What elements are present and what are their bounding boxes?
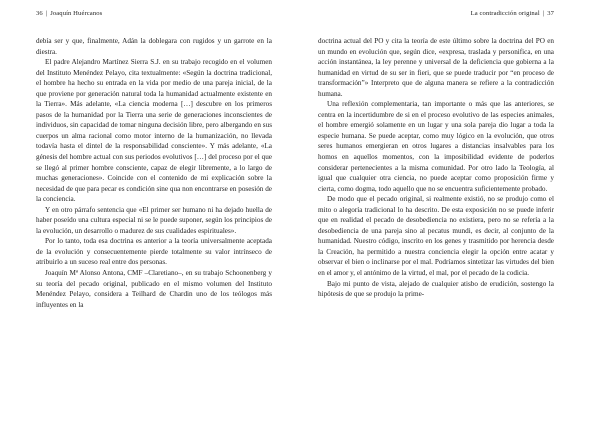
page-number: 37 bbox=[547, 10, 554, 17]
paragraph: Y en otro párrafo sentencia que «El primer ser humano ni ha dejado huella de haber poseído una cultura especial ni se le puede suponer, según los principios de la evolución, un desarrollo o madurez de sus cualidades espirituales». bbox=[36, 205, 272, 235]
paragraph: El padre Alejandro Martínez Sierra S.J. en su trabajo recogido en el volumen del Instituto Menéndez Pelayo, cita textualmente: «Según la doctrina tradicional, el hombre ha hecho su entrada en la vida por medio de una pareja inicial, de la que proviene por generación natural toda la humanidad actualmente existente en la Tierra». Más adelante, «La ciencia moderna […] descubre en los primeros pasos de la humanidad por la Tierra una serie de generaciones inconscientes de individuos, sin capacidad de tomar ninguna decisión libre, pero albergando en sus cuerpos un alma racional como motor interno de la humanización, no llevada todavía hasta el dintel de la responsabilidad consciente». Y más adelante, «La génesis del hombre actual con sus periodos evolutivos […] del proceso por el que se llegó al primer hombre consciente, capaz de elegir libremente, a lo largo de muchas generaciones». Coincide con el contenido de mi explicación sobre la necesidad de que para pecar es condición sine qua non encontrarse en posesión de la conciencia. bbox=[36, 58, 272, 204]
header-separator: | bbox=[45, 10, 48, 17]
paragraph: Una reflexión complementaria, tan importante o más que las anteriores, se centra en la incertidumbre de si en el proceso evolutivo de las especies animales, el hombre emergió solamente en un lugar y una sola pareja dio lugar a toda la especie humana. Se puede aceptar, como muy lógico en la evolución, que otros seres humanos emergieran en otros lugares a distancias insalvables para los homos en aquellos momentos, con la imposibilidad evidente de poderlos considerar pertenecientes a la misma comunidad. Por otro lado la Teología, al igual que cualquier otra ciencia, no puede aceptar como proposición firme y cierta, como dogma, todo aquello que no se encuentra suficientemente probado. bbox=[318, 100, 554, 193]
header-separator: | bbox=[542, 10, 545, 17]
author-name: Joaquín Huércanos bbox=[50, 10, 103, 17]
chapter-title: La contradicción original bbox=[470, 10, 540, 17]
running-header-left bbox=[36, 9, 272, 18]
right-page bbox=[318, 0, 554, 425]
left-page bbox=[36, 0, 272, 425]
running-header-right bbox=[318, 9, 554, 18]
right-page-body bbox=[318, 36, 554, 300]
paragraph: Joaquín Mª Alonso Antona, CMF –Claretiano–, en su trabajo Schoonenberg y su teoría del pecado original, publicado en el mismo volumen del Instituto Menéndez Pelayo, considera a Teilhard de Chardin uno de los teólogos más influyentes en la bbox=[36, 269, 272, 309]
paragraph: doctrina actual del PO y cita la teoría de este último sobre la doctrina del PO en un mundo en evolución que, según dice, «expresa, traslada y personifica, en una acción instantánea, la ley perenne y universal de la deficiencia que gobierna a la humanidad en virtud de su ser in fieri, que se puede traducir por “en proceso de transformación”» Interpreto que de alguna manera se refiere a la contradicción humana. bbox=[318, 37, 554, 98]
paragraph: De modo que el pecado original, si realmente existió, no se produjo como el mito o alegoría tradicional lo ha descrito. De esta exposición no se puede inferir que en realidad el pecado de desobediencia no existiera, pero no se refería a la desobediencia de una pareja sino al pecatus mundi, es decir, al conjunto de la humanidad. Nuestro código, inscrito en los genes y trasmitido por herencia desde la Creación, ha permitido a nuestra conciencia elegir la opción entre acatar y observar el bien o inclinarse por el mal. Podríamos sintetizar las virtudes del bien en el amor y, el antónimo de la virtud, el mal, por el pecado de la codicia. bbox=[318, 195, 554, 278]
left-page-body bbox=[36, 36, 272, 310]
paragraph: debía ser y que, finalmente, Adán la doblegara con rugidos y un garrote en la diestra. bbox=[36, 37, 272, 56]
page-number: 36 bbox=[36, 10, 43, 17]
paragraph: Bajo mi punto de vista, alejado de cualquier atisbo de erudición, sostengo la hipótesis de que se produjo la prime- bbox=[318, 279, 554, 299]
paragraph: Por lo tanto, toda esa doctrina es anterior a la teoría universalmente aceptada de la evolución y consecuentemente pierde totalmente su valor intrínseco de atribuirlo a un suceso real entre dos personas. bbox=[36, 237, 272, 267]
